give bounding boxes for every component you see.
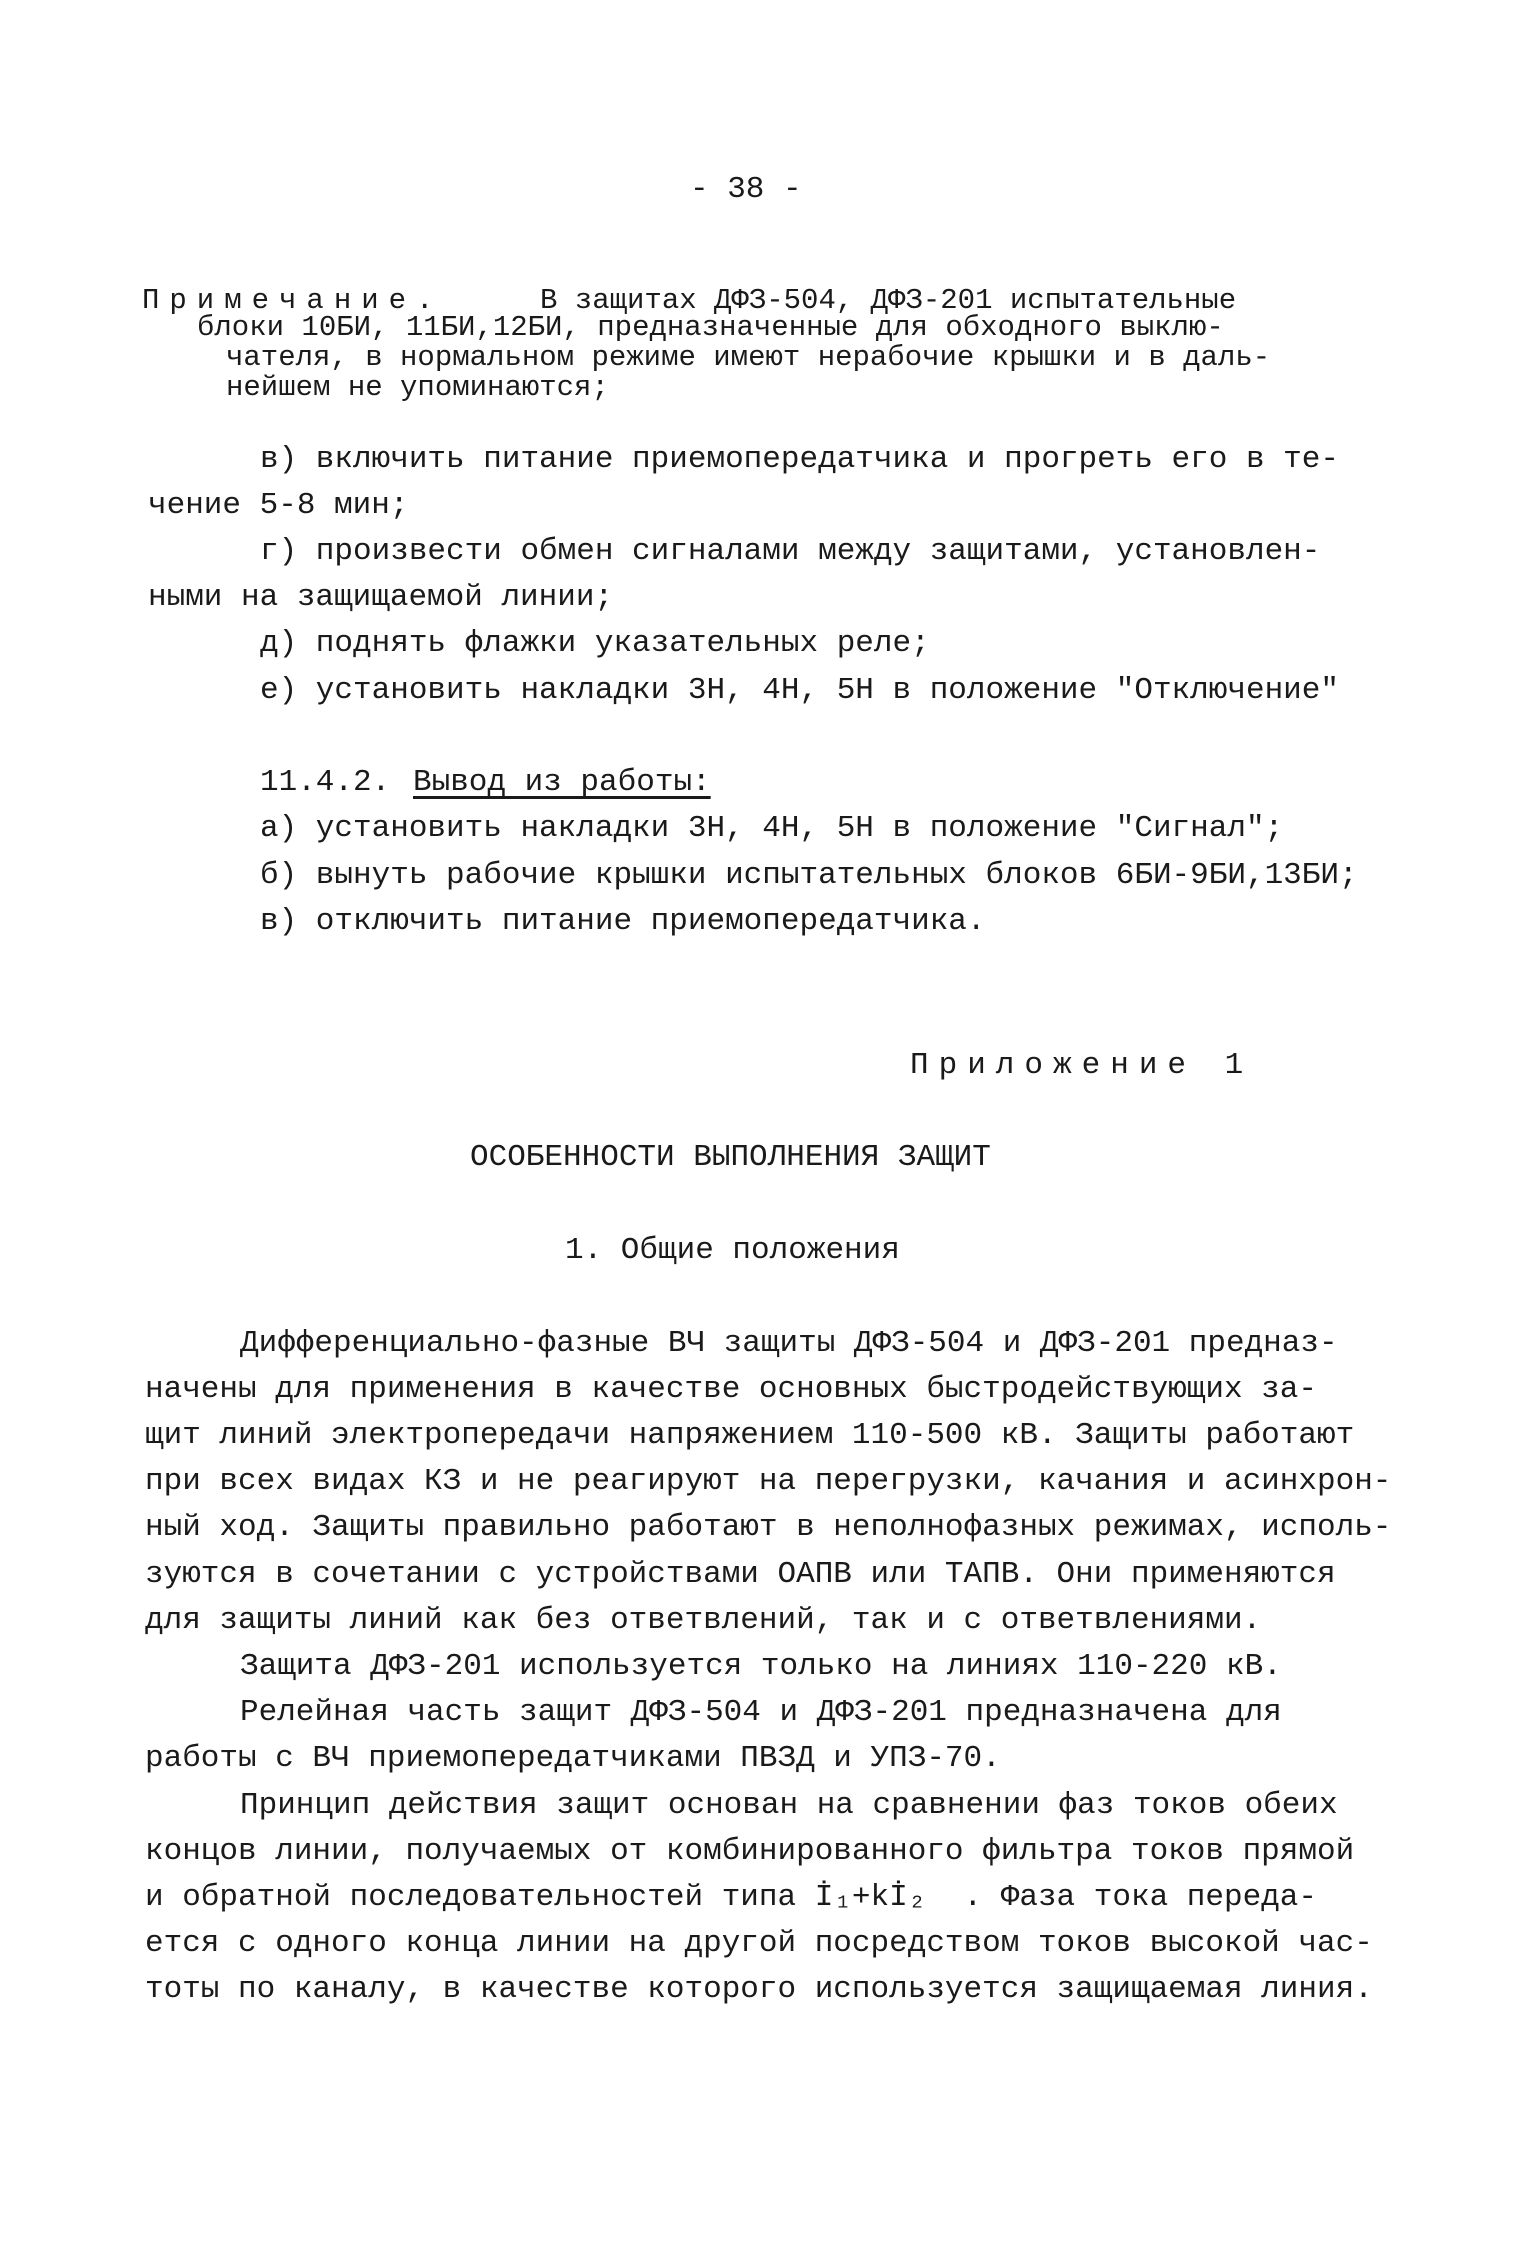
body-line: щит линий электропередачи напряжением 110-500 кВ. Защиты работают xyxy=(145,1418,1355,1453)
body-line: ный ход. Защиты правильно работают в неполнофазных режимах, исполь- xyxy=(145,1510,1392,1545)
appendix-label: Приложение 1 xyxy=(910,1048,1254,1083)
note-line: нейшем не упоминаются; xyxy=(226,371,609,404)
body-line: Принцип действия защит основан на сравнении фаз токов обеих xyxy=(240,1788,1338,1823)
step-line: чение 5-8 мин; xyxy=(148,488,409,523)
body-line: Защита ДФЗ-201 используется только на линиях 110-220 кВ. xyxy=(240,1649,1282,1684)
body-line: концов линии, получаемых от комбинированного фильтра токов прямой xyxy=(145,1834,1355,1869)
body-line: для защиты линий как без ответвлений, так и с ответвлениями. xyxy=(145,1603,1262,1638)
body-line: Дифференциально-фазные ВЧ защиты ДФЗ-504 и ДФЗ-201 предназ- xyxy=(240,1326,1338,1361)
body-line: тоты по каналу, в качестве которого используется защищаемая линия. xyxy=(145,1972,1373,2007)
withdrawal-step: а) установить накладки 3Н, 4Н, 5Н в положение "Сигнал"; xyxy=(260,811,1284,846)
note-line: В защитах ДФЗ-504, ДФЗ-201 испытательные xyxy=(540,284,1237,317)
note-label: Примечание. xyxy=(142,284,444,317)
note-line: чателя, в нормальном режиме имеют нерабочие крышки и в даль- xyxy=(226,341,1271,374)
note-line: блоки 10БИ, 11БИ,12БИ, предназначенные для обходного выклю- xyxy=(197,311,1224,344)
section-heading: ОСОБЕННОСТИ ВЫПОЛНЕНИЯ ЗАЩИТ xyxy=(470,1140,991,1175)
step-line: г) произвести обмен сигналами между защитами, установлен- xyxy=(260,534,1321,569)
withdrawal-step: в) отключить питание приемопередатчика. xyxy=(260,904,986,939)
step-line: в) включить питание приемопередатчика и прогреть его в те- xyxy=(260,442,1339,477)
body-line: при всех видах КЗ и не реагируют на перегрузки, качания и асинхрон- xyxy=(145,1464,1392,1499)
page-number: - 38 - xyxy=(690,172,802,207)
step-line: д) поднять флажки указательных реле; xyxy=(260,626,930,661)
body-line: Релейная часть защит ДФЗ-504 и ДФЗ-201 предназначена для xyxy=(240,1695,1282,1730)
body-line: начены для применения в качестве основных быстродействующих за- xyxy=(145,1372,1317,1407)
body-line: ется с одного конца линии на другой посредством токов высокой час- xyxy=(145,1926,1373,1961)
body-line: зуются в сочетании с устройствами ОАПВ или ТАПВ. Они применяются xyxy=(145,1557,1336,1592)
body-line: и обратной последовательностей типа İ₁+kİ₂ . Фаза тока переда- xyxy=(145,1880,1317,1915)
withdrawal-step: б) вынуть рабочие крышки испытательных блоков 6БИ-9БИ,13БИ; xyxy=(260,858,1358,893)
step-line: ными на защищаемой линии; xyxy=(148,580,614,615)
subsection-heading: 1. Общие положения xyxy=(565,1233,900,1268)
section-number: 11.4.2. xyxy=(260,765,391,800)
body-line: работы с ВЧ приемопередатчиками ПВЗД и УПЗ-70. xyxy=(145,1741,1001,1776)
step-line: е) установить накладки 3Н, 4Н, 5Н в положение "Отключение" xyxy=(260,673,1339,708)
section-title: Вывод из работы: xyxy=(413,765,711,800)
